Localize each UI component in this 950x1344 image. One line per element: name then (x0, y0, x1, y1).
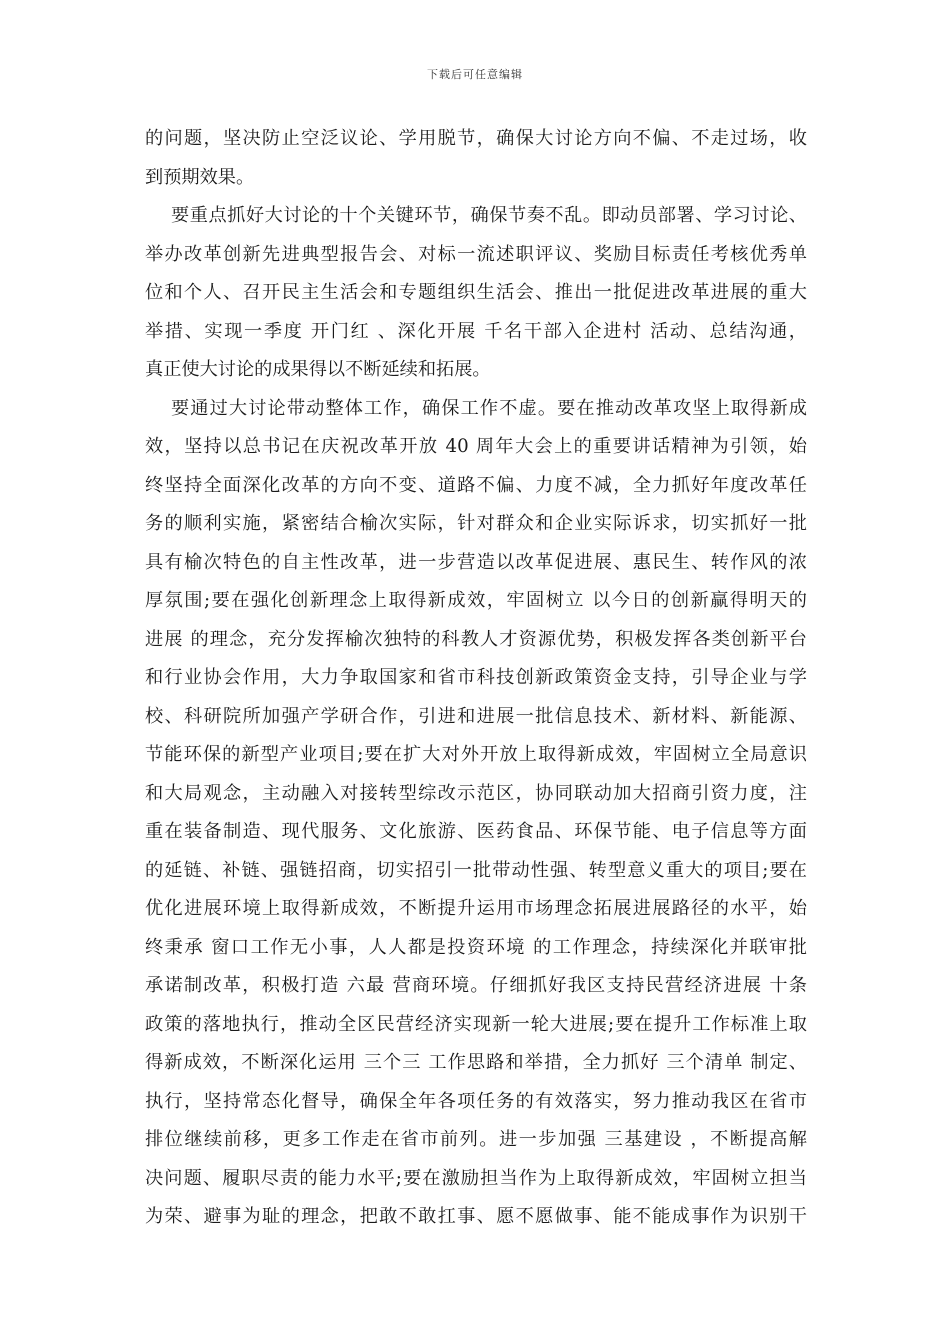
text-line: 要通过大讨论带动整体工作，确保工作不虚。要在推动改革攻坚上取得新成 (171, 397, 807, 419)
text-line: 的问题，坚决防止空泛议论、学用脱节，确保大讨论方向不偏、不走过场，收 (145, 128, 807, 149)
text-line: 决问题、履职尽责的能力水平;要在激励担当作为上取得新成效，牢固树立担当 (145, 1167, 807, 1189)
text-line: 和大局观念，主动融入对接转型综改示范区，协同联动加大招商引资力度，注 (145, 782, 807, 804)
text-line: 终秉承 窗口工作无小事，人人都是投资环境 的工作理念，持续深化并联审批 (145, 936, 807, 958)
text-line: 效，坚持以总书记在庆祝改革开放 40 周年大会上的重要讲话精神为引领，始 (145, 436, 807, 457)
text-line: 重在装备制造、现代服务、文化旅游、医药食品、环保节能、电子信息等方面 (145, 821, 807, 842)
text-line: 要重点抓好大讨论的十个关键环节，确保节奏不乱。即动员部署、学习讨论、 (171, 205, 807, 226)
text-line: 位和个人、召开民主生活会和专题组织生活会、推出一批促进改革进展的重大 (145, 282, 807, 303)
text-line: 厚氛围;要在强化创新理念上取得新成效，牢固树立 以今日的创新赢得明天的 (145, 590, 807, 611)
text-line: 终坚持全面深化改革的方向不变、道路不偏、力度不减，全力抓好年度改革任 (145, 474, 807, 496)
text-line: 到预期效果。 (145, 166, 255, 188)
text-line: 政策的落地执行，推动全区民营经济实现新一轮大进展;要在提升工作标准上取 (145, 1013, 807, 1035)
document-body (145, 120, 807, 1237)
text-line: 真正使大讨论的成果得以不断延续和拓展。 (145, 359, 491, 380)
text-line: 为荣、避事为耻的理念，把敢不敢扛事、愿不愿做事、能不能成事作为识别干 (145, 1206, 807, 1227)
text-line: 校、科研院所加强产学研合作，引进和进展一批信息技术、新材料、新能源、 (145, 705, 807, 727)
page-header: 下载后可任意编辑 (427, 68, 523, 81)
text-line: 务的顺利实施，紧密结合榆次实际，针对群众和企业实际诉求，切实抓好一批 (145, 513, 807, 534)
text-line: 得新成效，不断深化运用 三个三 工作思路和举措，全力抓好 三个清单 制定、 (145, 1052, 807, 1073)
text-line: 的延链、补链、强链招商，切实招引一批带动性强、转型意义重大的项目;要在 (145, 859, 807, 881)
text-line: 承诺制改革，积极打造 六最 营商环境。仔细抓好我区支持民营经济进展 十条 (145, 975, 807, 996)
text-line: 排位继续前移，更多工作走在省市前列。进一步加强 三基建设 ，不断提高解 (145, 1129, 807, 1150)
text-line: 进展 的理念，充分发挥榆次独特的科教人才资源优势，积极发挥各类创新平台 (145, 628, 807, 650)
text-line: 举措、实现一季度 开门红 、深化开展 千名干部入企进村 活动、总结沟通， (145, 320, 807, 342)
text-line: 举办改革创新先进典型报告会、对标一流述职评议、奖励目标责任考核优秀单 (145, 243, 807, 265)
text-line: 具有榆次特色的自主性改革，进一步营造以改革促进展、惠民生、转作风的浓 (145, 551, 807, 573)
text-line: 节能环保的新型产业项目;要在扩大对外开放上取得新成效，牢固树立全局意识 (145, 744, 807, 765)
text-line: 和行业协会作用，大力争取国家和省市科技创新政策资金支持，引导企业与学 (145, 667, 807, 688)
text-line: 优化进展环境上取得新成效，不断提升运用市场理念拓展进展路径的水平，始 (145, 898, 807, 919)
text-line: 执行，坚持常态化督导，确保全年各项任务的有效落实，努力推动我区在省市 (145, 1090, 807, 1112)
